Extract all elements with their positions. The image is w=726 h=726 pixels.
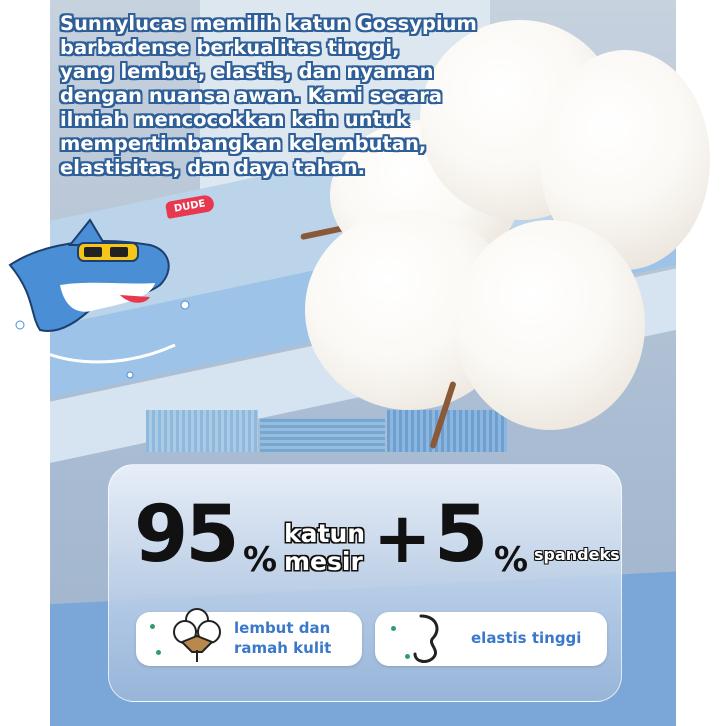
- decor-dot: [156, 650, 161, 655]
- primary-fiber-line: mesir: [284, 547, 363, 576]
- fabric-swatch: [146, 410, 258, 452]
- primary-percent-sign: %: [243, 540, 278, 580]
- description-line: ilmiah mencocokkan kain untuk: [60, 108, 409, 131]
- cotton-flower-icon: [172, 600, 222, 664]
- secondary-percent-sign: %: [494, 540, 529, 580]
- dude-badge: DUDE: [165, 194, 215, 219]
- shark-icon: [0, 205, 200, 395]
- decor-dot: [391, 626, 396, 631]
- secondary-fiber-label: spandeks: [534, 545, 620, 564]
- description-line: elastisitas, dan daya tahan.: [60, 156, 366, 179]
- description-line: yang lembut, elastis, dan nyaman: [60, 60, 434, 83]
- feature-elastic-text: elastis tinggi: [471, 629, 582, 647]
- feature-line: ramah kulit: [234, 639, 332, 657]
- cotton-ball: [455, 220, 645, 430]
- primary-fiber-label: [284, 520, 374, 576]
- decor-dot: [150, 624, 155, 629]
- description-line: barbadense berkualitas tinggi,: [60, 36, 400, 59]
- fabric-swatch: [260, 418, 385, 452]
- decor-dot: [405, 654, 410, 659]
- feature-elastic: [375, 612, 607, 666]
- description-line: mempertimbangkan kelembutan,: [60, 132, 427, 155]
- plus-sign: +: [373, 497, 432, 579]
- description-text: [60, 12, 480, 180]
- primary-percent: 95: [134, 490, 237, 580]
- secondary-percent: 5: [434, 490, 489, 580]
- description-line: Sunnylucas memilih katun Gossypium: [60, 12, 477, 35]
- feature-soft-text: [234, 618, 331, 658]
- feature-soft: [136, 612, 362, 666]
- primary-fiber-line: katun: [284, 519, 366, 548]
- feature-line: lembut dan: [234, 619, 331, 637]
- fabric-swatch: [387, 410, 507, 452]
- description-line: dengan nuansa awan. Kami secara: [60, 84, 443, 107]
